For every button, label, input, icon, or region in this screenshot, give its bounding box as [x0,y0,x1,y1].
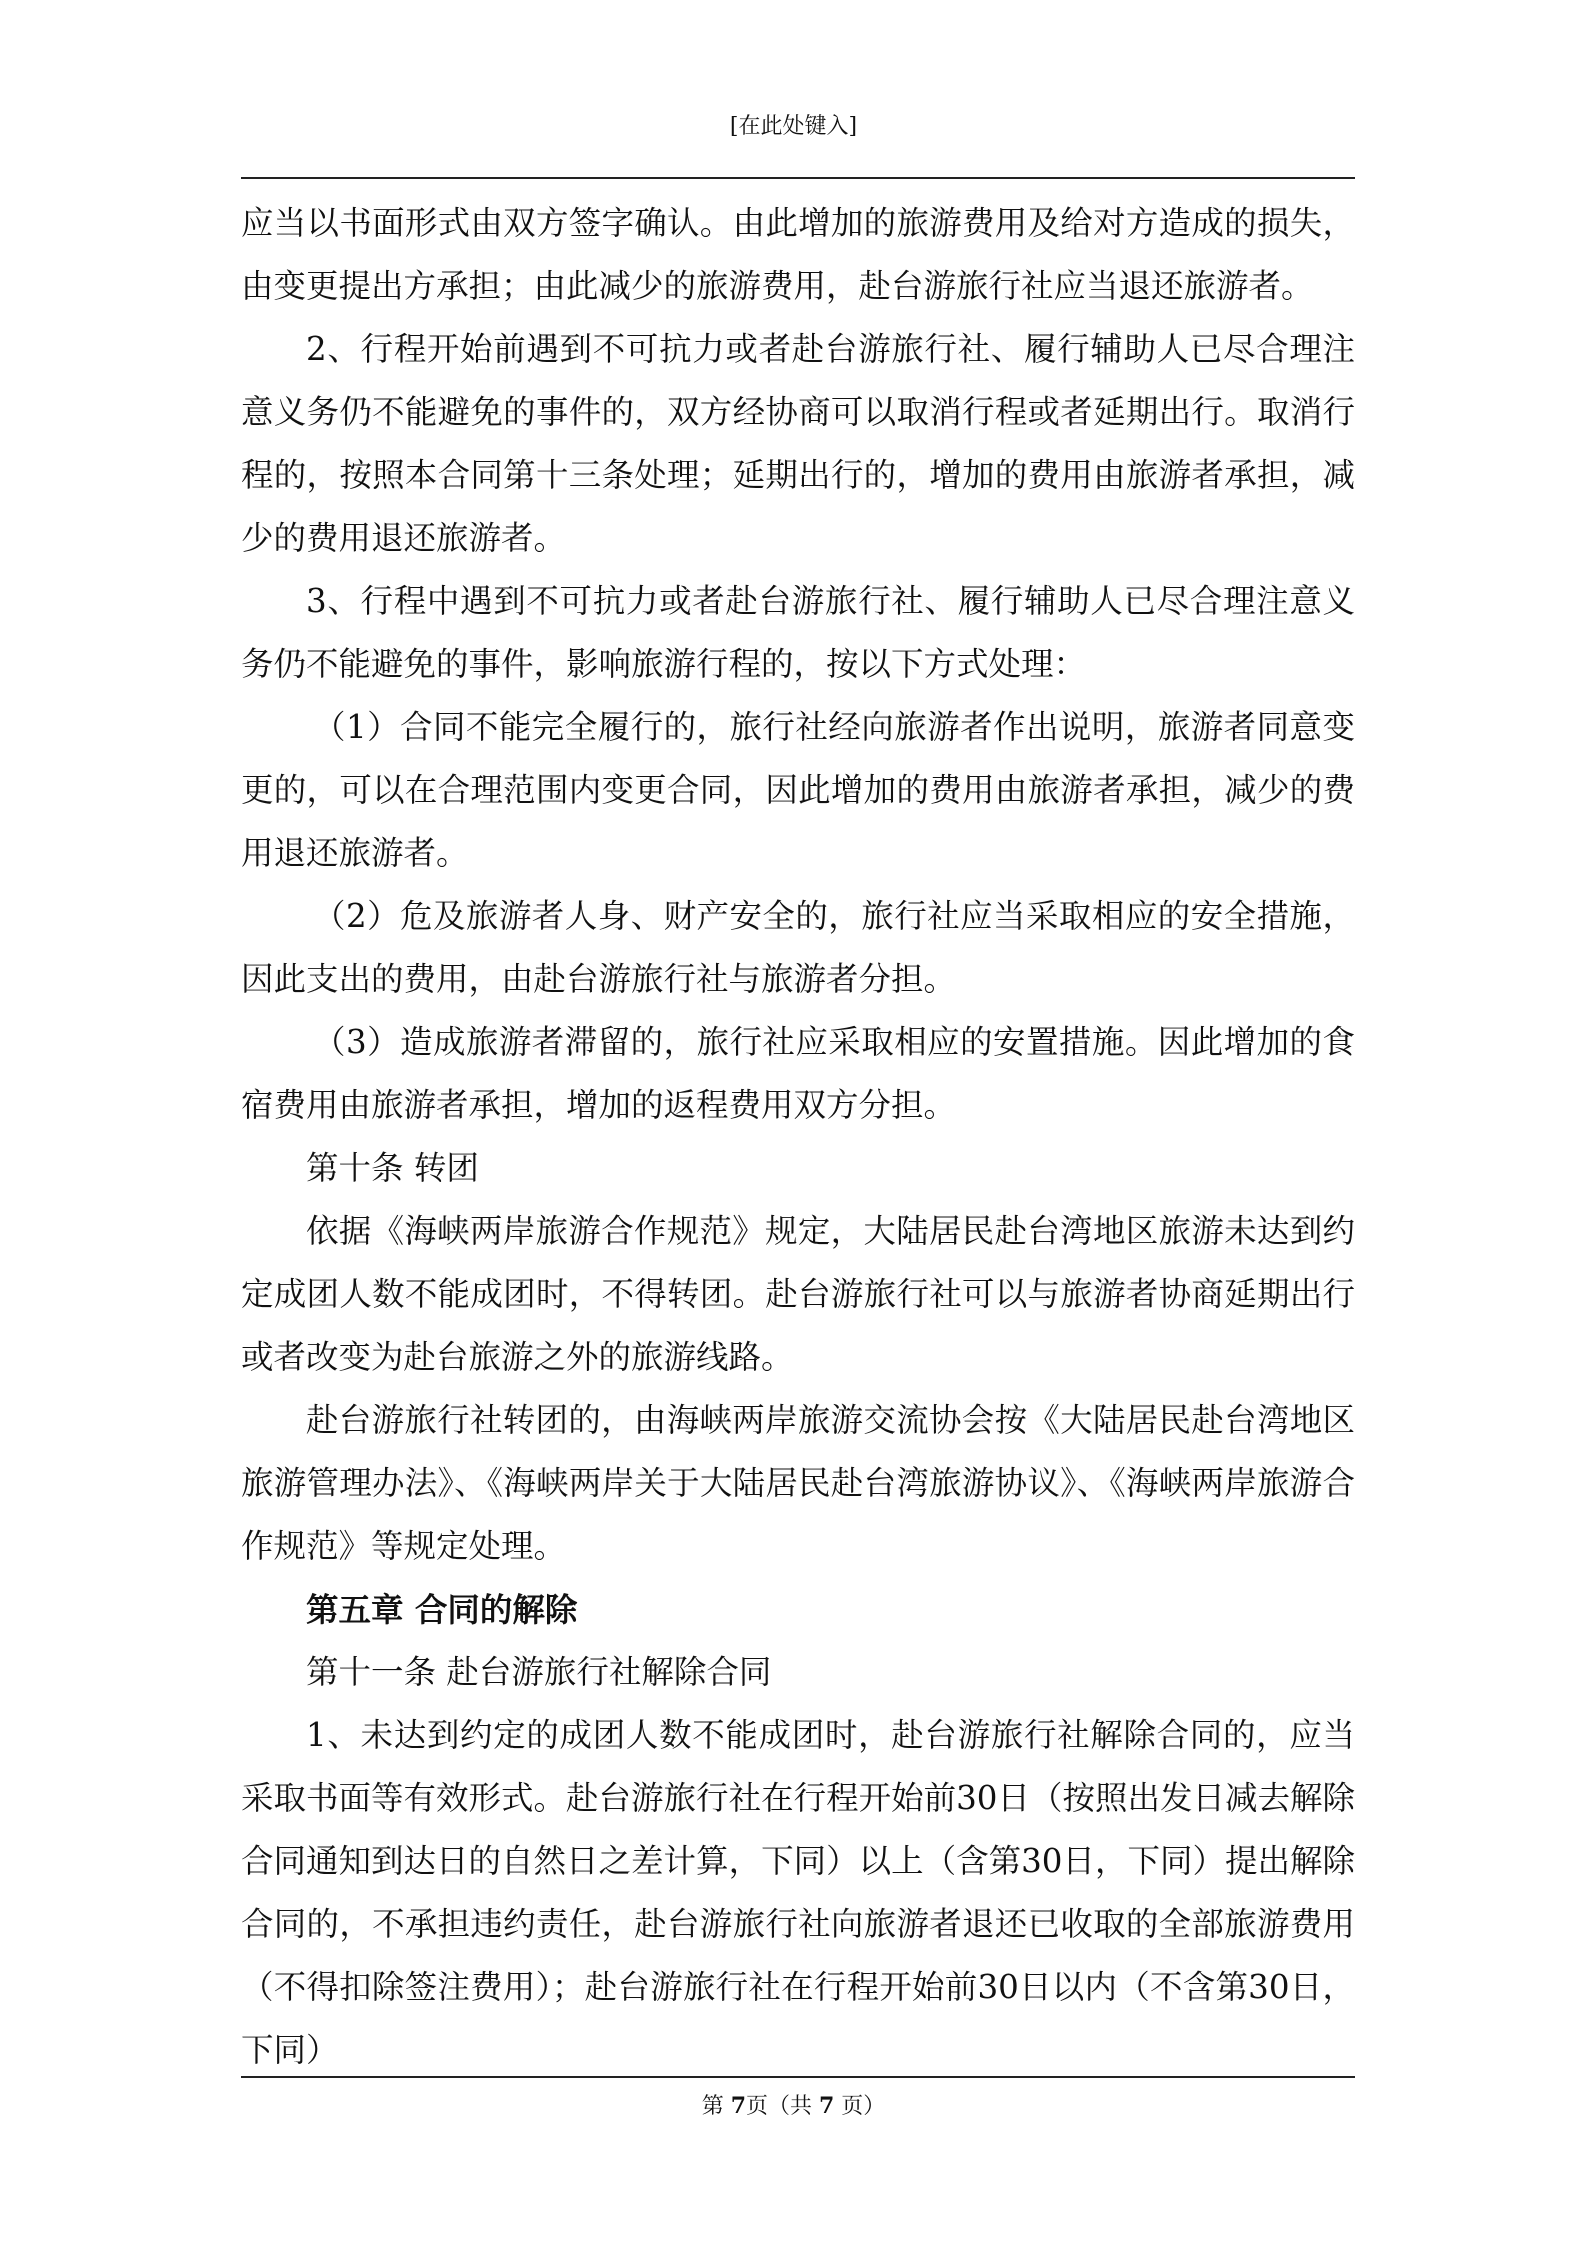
article-11-heading: 第十一条 赴台游旅行社解除合同 [306,1653,772,1691]
footer-page-number: 7 [730,2093,746,2119]
footer-total-pages: 7 [819,2093,835,2119]
article-10-heading: 第十条 转团 [306,1149,479,1187]
chapter-5-heading: 第五章 合同的解除 [306,1590,578,1629]
paragraph-item-2: （2）危及旅游者人身、财产安全的，旅行社应当采取相应的安全措施，因此支出的费用，由赴台游旅行社与旅游者分担。 [241,897,1355,998]
paragraph-item-3: （3）造成旅游者滞留的，旅行社应采取相应的安置措施。因此增加的食宿费用由旅游者承担，增加的返程费用双方分担。 [241,1023,1355,1124]
header-rule [241,177,1355,179]
page-footer [0,2091,1587,2122]
paragraph-article-10-a: 依据《海峡两岸旅游合作规范》规定，大陆居民赴台湾地区旅游未达到约定成团人数不能成团时，不得转团。赴台游旅行社可以与旅游者协商延期出行或者改变为赴台旅游之外的旅游线路。 [241,1212,1355,1376]
paragraph-item-1: （1）合同不能完全履行的，旅行社经向旅游者作出说明，旅游者同意变更的，可以在合理范围内变更合同，因此增加的费用由旅游者承担，减少的费用退还旅游者。 [241,708,1355,872]
paragraph-article-10-b: 赴台游旅行社转团的，由海峡两岸旅游交流协会按《大陆居民赴台湾地区旅游管理办法》、《海峡两岸关于大陆居民赴台湾旅游协议》、《海峡两岸旅游合作规范》等规定处理。 [241,1401,1355,1565]
document-body [241,192,1355,2082]
footer-rule [241,2076,1355,2078]
paragraph-continuation: 应当以书面形式由双方签字确认。由此增加的旅游费用及给对方造成的损失，由变更提出方承担；由此减少的旅游费用，赴台游旅行社应当退还旅游者。 [241,204,1355,305]
footer-middle: 页（共 [746,2094,819,2119]
page-header: [在此处键入] [729,114,858,139]
paragraph-clause-3: 3、行程中遇到不可抗力或者赴台游旅行社、履行辅助人已尽合理注意义务仍不能避免的事件，影响旅游行程的，按以下方式处理： [241,582,1355,683]
paragraph-clause-2: 2、行程开始前遇到不可抗力或者赴台游旅行社、履行辅助人已尽合理注意义务仍不能避免的事件的，双方经协商可以取消行程或者延期出行。取消行程的，按照本合同第十三条处理；延期出行的，增加的费用由旅游者承担，减少的费用退还旅游者。 [241,330,1355,557]
footer-prefix: 第 [701,2094,731,2119]
footer-suffix: 页） [834,2094,886,2119]
paragraph-article-11-clause-1: 1、未达到约定的成团人数不能成团时，赴台游旅行社解除合同的，应当采取书面等有效形式。赴台游旅行社在行程开始前30日（按照出发日减去解除合同通知到达日的自然日之差计算，下同）以上（含第30日，下同）提出解除合同的，不承担违约责任，赴台游旅行社向旅游者退还已收取的全部旅游费用（不得扣除签注费用）；赴台游旅行社在行程开始前30日以内（不含第30日，下同） [241,1716,1355,2069]
